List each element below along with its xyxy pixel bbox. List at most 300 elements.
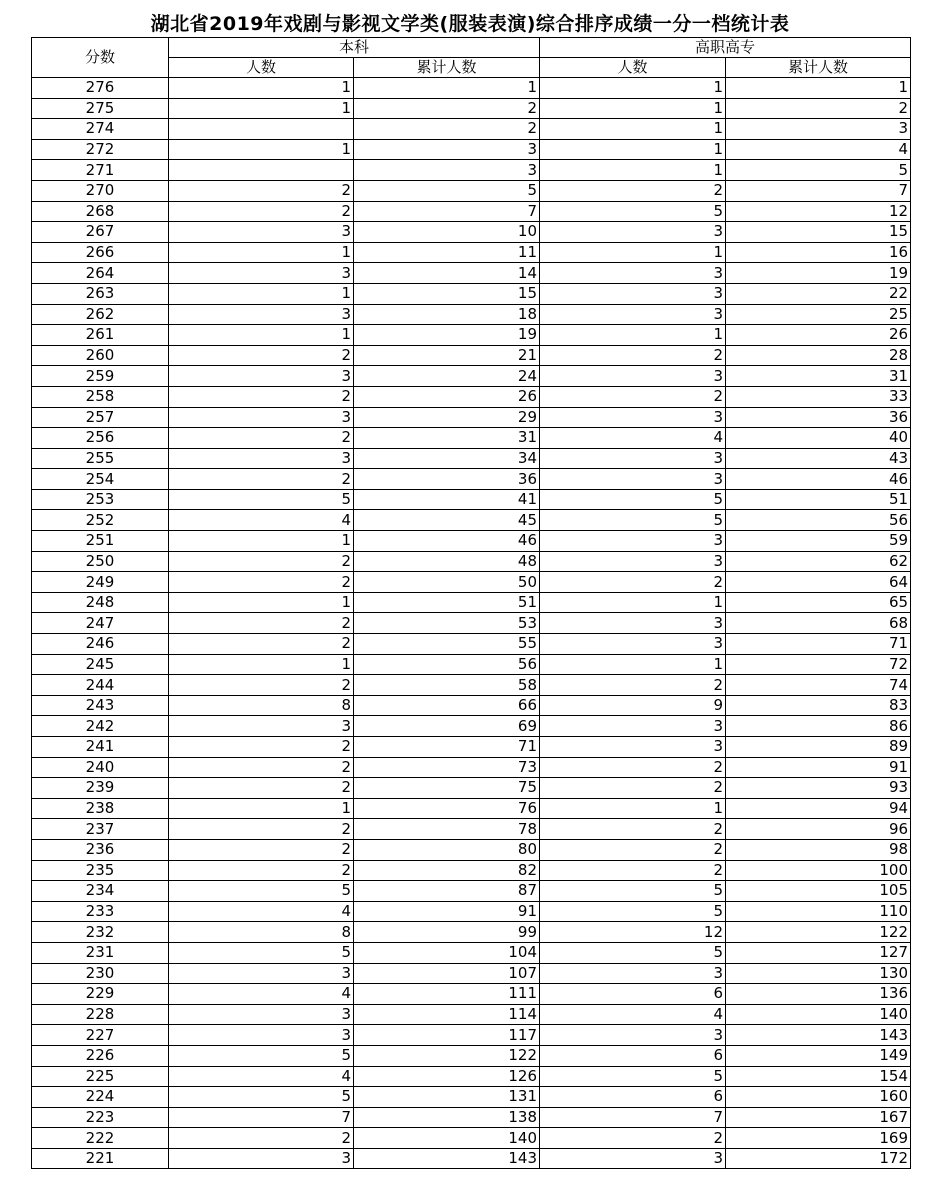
cell-vocational-count: 3	[540, 222, 726, 243]
cell-score: 264	[32, 263, 169, 284]
cell-vocational-cumulative: 83	[726, 695, 911, 716]
header-vocational-cumulative: 累计人数	[726, 58, 911, 78]
cell-score: 246	[32, 634, 169, 655]
cell-undergrad-count: 1	[169, 325, 354, 346]
cell-vocational-cumulative: 110	[726, 901, 911, 922]
cell-vocational-cumulative: 25	[726, 304, 911, 325]
cell-vocational-count: 6	[540, 1045, 726, 1066]
cell-undergrad-count: 4	[169, 510, 354, 531]
table-row	[32, 819, 911, 840]
table-row	[32, 180, 911, 201]
table-row	[32, 531, 911, 552]
cell-score: 257	[32, 407, 169, 428]
cell-score: 251	[32, 531, 169, 552]
cell-vocational-count: 2	[540, 839, 726, 860]
table-row	[32, 737, 911, 758]
cell-vocational-cumulative: 56	[726, 510, 911, 531]
cell-undergrad-count: 2	[169, 572, 354, 593]
cell-vocational-cumulative: 160	[726, 1087, 911, 1108]
cell-vocational-cumulative: 122	[726, 922, 911, 943]
cell-vocational-count: 1	[540, 160, 726, 181]
header-vocational-count: 人数	[540, 58, 726, 78]
cell-vocational-cumulative: 71	[726, 634, 911, 655]
cell-undergrad-count: 4	[169, 984, 354, 1005]
cell-vocational-cumulative: 26	[726, 325, 911, 346]
cell-undergrad-cumulative: 78	[354, 819, 540, 840]
table-row	[32, 366, 911, 387]
cell-vocational-count: 1	[540, 325, 726, 346]
cell-undergrad-cumulative: 2	[354, 119, 540, 140]
cell-vocational-count: 3	[540, 469, 726, 490]
cell-undergrad-cumulative: 34	[354, 448, 540, 469]
cell-undergrad-cumulative: 7	[354, 201, 540, 222]
table-row	[32, 675, 911, 696]
header-row-group	[32, 38, 911, 58]
cell-undergrad-count: 3	[169, 263, 354, 284]
cell-undergrad-count: 1	[169, 283, 354, 304]
cell-vocational-cumulative: 65	[726, 592, 911, 613]
cell-undergrad-cumulative: 126	[354, 1066, 540, 1087]
cell-undergrad-cumulative: 73	[354, 757, 540, 778]
table-row	[32, 448, 911, 469]
cell-vocational-count: 2	[540, 572, 726, 593]
table-row	[32, 984, 911, 1005]
cell-score: 256	[32, 428, 169, 449]
cell-vocational-count: 3	[540, 551, 726, 572]
cell-undergrad-count: 3	[169, 1025, 354, 1046]
cell-vocational-cumulative: 143	[726, 1025, 911, 1046]
cell-undergrad-count: 3	[169, 963, 354, 984]
cell-undergrad-count: 3	[169, 366, 354, 387]
cell-vocational-cumulative: 172	[726, 1148, 911, 1169]
table-row	[32, 345, 911, 366]
cell-undergrad-cumulative: 91	[354, 901, 540, 922]
cell-undergrad-count: 1	[169, 531, 354, 552]
cell-undergrad-count: 3	[169, 448, 354, 469]
cell-vocational-count: 3	[540, 304, 726, 325]
cell-vocational-count: 1	[540, 654, 726, 675]
cell-undergrad-cumulative: 18	[354, 304, 540, 325]
cell-score: 263	[32, 283, 169, 304]
cell-score: 241	[32, 737, 169, 758]
cell-score: 230	[32, 963, 169, 984]
cell-undergrad-cumulative: 5	[354, 180, 540, 201]
cell-score: 225	[32, 1066, 169, 1087]
cell-undergrad-count: 2	[169, 345, 354, 366]
cell-vocational-cumulative: 86	[726, 716, 911, 737]
cell-vocational-cumulative: 62	[726, 551, 911, 572]
cell-vocational-cumulative: 154	[726, 1066, 911, 1087]
cell-vocational-count: 7	[540, 1107, 726, 1128]
cell-vocational-cumulative: 36	[726, 407, 911, 428]
cell-score: 271	[32, 160, 169, 181]
cell-vocational-cumulative: 149	[726, 1045, 911, 1066]
cell-vocational-cumulative: 74	[726, 675, 911, 696]
cell-vocational-cumulative: 94	[726, 798, 911, 819]
cell-vocational-cumulative: 72	[726, 654, 911, 675]
cell-score: 262	[32, 304, 169, 325]
cell-undergrad-count: 5	[169, 1045, 354, 1066]
cell-vocational-cumulative: 2	[726, 98, 911, 119]
cell-score: 270	[32, 180, 169, 201]
cell-vocational-cumulative: 46	[726, 469, 911, 490]
cell-score: 226	[32, 1045, 169, 1066]
cell-undergrad-count: 4	[169, 901, 354, 922]
cell-vocational-cumulative: 7	[726, 180, 911, 201]
cell-score: 268	[32, 201, 169, 222]
cell-undergrad-count: 2	[169, 757, 354, 778]
table-row	[32, 1045, 911, 1066]
cell-vocational-cumulative: 167	[726, 1107, 911, 1128]
cell-vocational-count: 5	[540, 901, 726, 922]
header-undergrad: 本科	[169, 38, 540, 58]
cell-undergrad-count: 3	[169, 407, 354, 428]
cell-vocational-count: 3	[540, 634, 726, 655]
table-row	[32, 839, 911, 860]
cell-score: 224	[32, 1087, 169, 1108]
cell-score: 248	[32, 592, 169, 613]
cell-vocational-cumulative: 169	[726, 1128, 911, 1149]
cell-score: 267	[32, 222, 169, 243]
cell-undergrad-cumulative: 1	[354, 78, 540, 99]
cell-undergrad-cumulative: 122	[354, 1045, 540, 1066]
cell-undergrad-count: 1	[169, 798, 354, 819]
cell-score: 266	[32, 242, 169, 263]
table-row	[32, 1066, 911, 1087]
cell-undergrad-cumulative: 53	[354, 613, 540, 634]
cell-undergrad-count: 7	[169, 1107, 354, 1128]
cell-undergrad-count: 2	[169, 778, 354, 799]
cell-undergrad-cumulative: 143	[354, 1148, 540, 1169]
cell-undergrad-count: 2	[169, 613, 354, 634]
cell-vocational-count: 3	[540, 407, 726, 428]
cell-vocational-cumulative: 31	[726, 366, 911, 387]
cell-score: 275	[32, 98, 169, 119]
cell-score: 235	[32, 860, 169, 881]
table-row	[32, 1004, 911, 1025]
table-row	[32, 510, 911, 531]
cell-vocational-count: 3	[540, 1025, 726, 1046]
cell-undergrad-cumulative: 50	[354, 572, 540, 593]
cell-undergrad-cumulative: 140	[354, 1128, 540, 1149]
cell-vocational-count: 2	[540, 345, 726, 366]
cell-vocational-count: 1	[540, 78, 726, 99]
cell-vocational-cumulative: 64	[726, 572, 911, 593]
cell-vocational-cumulative: 51	[726, 489, 911, 510]
cell-vocational-cumulative: 105	[726, 881, 911, 902]
cell-vocational-cumulative: 96	[726, 819, 911, 840]
table-row	[32, 654, 911, 675]
cell-vocational-count: 1	[540, 592, 726, 613]
cell-vocational-count: 2	[540, 1128, 726, 1149]
cell-score: 254	[32, 469, 169, 490]
cell-undergrad-count: 3	[169, 304, 354, 325]
cell-score: 245	[32, 654, 169, 675]
cell-undergrad-count: 1	[169, 78, 354, 99]
table-row	[32, 1025, 911, 1046]
cell-undergrad-count: 1	[169, 242, 354, 263]
table-row	[32, 922, 911, 943]
cell-score: 247	[32, 613, 169, 634]
cell-undergrad-cumulative: 24	[354, 366, 540, 387]
cell-score: 222	[32, 1128, 169, 1149]
cell-undergrad-cumulative: 111	[354, 984, 540, 1005]
cell-undergrad-cumulative: 71	[354, 737, 540, 758]
cell-undergrad-count: 4	[169, 1066, 354, 1087]
cell-score: 242	[32, 716, 169, 737]
cell-vocational-cumulative: 100	[726, 860, 911, 881]
cell-vocational-count: 1	[540, 798, 726, 819]
cell-vocational-cumulative: 3	[726, 119, 911, 140]
score-distribution-table	[31, 37, 911, 1169]
table-row	[32, 98, 911, 119]
cell-vocational-cumulative: 16	[726, 242, 911, 263]
cell-undergrad-cumulative: 76	[354, 798, 540, 819]
cell-undergrad-cumulative: 36	[354, 469, 540, 490]
cell-undergrad-count: 2	[169, 469, 354, 490]
cell-undergrad-cumulative: 31	[354, 428, 540, 449]
cell-vocational-cumulative: 93	[726, 778, 911, 799]
cell-score: 238	[32, 798, 169, 819]
table-row	[32, 489, 911, 510]
cell-undergrad-cumulative: 10	[354, 222, 540, 243]
cell-vocational-count: 5	[540, 1066, 726, 1087]
table-row	[32, 695, 911, 716]
cell-vocational-count: 2	[540, 180, 726, 201]
cell-undergrad-count: 3	[169, 716, 354, 737]
cell-undergrad-cumulative: 82	[354, 860, 540, 881]
table-row	[32, 139, 911, 160]
cell-vocational-count: 3	[540, 283, 726, 304]
cell-vocational-cumulative: 28	[726, 345, 911, 366]
cell-vocational-count: 1	[540, 242, 726, 263]
cell-vocational-cumulative: 98	[726, 839, 911, 860]
cell-undergrad-count: 2	[169, 819, 354, 840]
cell-vocational-count: 3	[540, 716, 726, 737]
cell-vocational-count: 4	[540, 428, 726, 449]
cell-vocational-count: 9	[540, 695, 726, 716]
cell-score: 274	[32, 119, 169, 140]
cell-vocational-cumulative: 4	[726, 139, 911, 160]
cell-undergrad-count: 2	[169, 180, 354, 201]
table-row	[32, 407, 911, 428]
cell-vocational-count: 2	[540, 778, 726, 799]
page-title: 湖北省2019年戏剧与影视文学类(服装表演)综合排序成绩一分一档统计表	[150, 13, 790, 35]
cell-vocational-count: 1	[540, 98, 726, 119]
cell-undergrad-cumulative: 75	[354, 778, 540, 799]
cell-undergrad-cumulative: 41	[354, 489, 540, 510]
table-row	[32, 798, 911, 819]
table-row	[32, 613, 911, 634]
cell-vocational-count: 5	[540, 881, 726, 902]
cell-undergrad-cumulative: 131	[354, 1087, 540, 1108]
table-row	[32, 881, 911, 902]
cell-undergrad-count: 1	[169, 139, 354, 160]
cell-undergrad-cumulative: 107	[354, 963, 540, 984]
header-undergrad-cumulative: 累计人数	[354, 58, 540, 78]
cell-vocational-count: 5	[540, 942, 726, 963]
cell-undergrad-cumulative: 99	[354, 922, 540, 943]
table-row	[32, 942, 911, 963]
cell-undergrad-cumulative: 15	[354, 283, 540, 304]
cell-undergrad-count: 8	[169, 695, 354, 716]
table-row	[32, 428, 911, 449]
cell-vocational-cumulative: 1	[726, 78, 911, 99]
cell-vocational-count: 2	[540, 757, 726, 778]
cell-undergrad-count: 2	[169, 1128, 354, 1149]
cell-vocational-cumulative: 68	[726, 613, 911, 634]
cell-undergrad-count: 3	[169, 1148, 354, 1169]
cell-vocational-count: 3	[540, 531, 726, 552]
cell-score: 221	[32, 1148, 169, 1169]
cell-score: 228	[32, 1004, 169, 1025]
table-row	[32, 963, 911, 984]
cell-vocational-cumulative: 91	[726, 757, 911, 778]
cell-vocational-count: 3	[540, 263, 726, 284]
header-score: 分数	[32, 38, 169, 78]
cell-undergrad-count: 2	[169, 737, 354, 758]
table-row	[32, 469, 911, 490]
table-row	[32, 325, 911, 346]
cell-vocational-count: 3	[540, 963, 726, 984]
table-row	[32, 386, 911, 407]
table-row	[32, 1087, 911, 1108]
header-undergrad-count: 人数	[169, 58, 354, 78]
cell-undergrad-cumulative: 80	[354, 839, 540, 860]
cell-score: 249	[32, 572, 169, 593]
cell-undergrad-cumulative: 48	[354, 551, 540, 572]
cell-vocational-cumulative: 59	[726, 531, 911, 552]
cell-vocational-count: 3	[540, 1148, 726, 1169]
cell-score: 255	[32, 448, 169, 469]
table-row	[32, 160, 911, 181]
table-row	[32, 634, 911, 655]
table-row	[32, 78, 911, 99]
cell-vocational-count: 1	[540, 119, 726, 140]
cell-undergrad-cumulative: 56	[354, 654, 540, 675]
cell-score: 233	[32, 901, 169, 922]
cell-undergrad-cumulative: 114	[354, 1004, 540, 1025]
cell-undergrad-count: 2	[169, 839, 354, 860]
cell-undergrad-cumulative: 87	[354, 881, 540, 902]
cell-vocational-count: 4	[540, 1004, 726, 1025]
cell-score: 253	[32, 489, 169, 510]
table-row	[32, 860, 911, 881]
cell-undergrad-cumulative: 117	[354, 1025, 540, 1046]
cell-undergrad-count: 3	[169, 1004, 354, 1025]
cell-vocational-cumulative: 140	[726, 1004, 911, 1025]
cell-vocational-cumulative: 136	[726, 984, 911, 1005]
cell-score: 276	[32, 78, 169, 99]
cell-vocational-cumulative: 130	[726, 963, 911, 984]
cell-undergrad-cumulative: 55	[354, 634, 540, 655]
cell-undergrad-count: 2	[169, 860, 354, 881]
cell-undergrad-count: 5	[169, 489, 354, 510]
cell-score: 252	[32, 510, 169, 531]
cell-score: 259	[32, 366, 169, 387]
cell-vocational-count: 2	[540, 675, 726, 696]
cell-score: 234	[32, 881, 169, 902]
cell-score: 243	[32, 695, 169, 716]
cell-undergrad-count: 1	[169, 98, 354, 119]
cell-score: 236	[32, 839, 169, 860]
cell-score: 239	[32, 778, 169, 799]
cell-vocational-count: 3	[540, 448, 726, 469]
table-row	[32, 551, 911, 572]
table-row	[32, 716, 911, 737]
cell-undergrad-count: 1	[169, 592, 354, 613]
cell-undergrad-cumulative: 69	[354, 716, 540, 737]
cell-undergrad-count: 8	[169, 922, 354, 943]
cell-undergrad-count: 5	[169, 1087, 354, 1108]
cell-undergrad-cumulative: 104	[354, 942, 540, 963]
cell-vocational-count: 2	[540, 860, 726, 881]
cell-undergrad-count: 2	[169, 551, 354, 572]
cell-undergrad-count: 3	[169, 222, 354, 243]
cell-vocational-cumulative: 127	[726, 942, 911, 963]
cell-undergrad-cumulative: 51	[354, 592, 540, 613]
cell-score: 250	[32, 551, 169, 572]
table-row	[32, 242, 911, 263]
cell-score: 260	[32, 345, 169, 366]
cell-vocational-count: 3	[540, 737, 726, 758]
cell-score: 244	[32, 675, 169, 696]
cell-undergrad-count	[169, 119, 354, 140]
cell-undergrad-count: 5	[169, 881, 354, 902]
cell-vocational-count: 5	[540, 510, 726, 531]
cell-vocational-count: 3	[540, 613, 726, 634]
cell-undergrad-count: 1	[169, 654, 354, 675]
cell-vocational-cumulative: 40	[726, 428, 911, 449]
table-row	[32, 1148, 911, 1169]
cell-score: 232	[32, 922, 169, 943]
table-row	[32, 1128, 911, 1149]
cell-undergrad-cumulative: 2	[354, 98, 540, 119]
cell-undergrad-cumulative: 11	[354, 242, 540, 263]
table-row	[32, 283, 911, 304]
cell-vocational-count: 3	[540, 366, 726, 387]
cell-vocational-cumulative: 19	[726, 263, 911, 284]
cell-undergrad-cumulative: 46	[354, 531, 540, 552]
cell-undergrad-cumulative: 58	[354, 675, 540, 696]
cell-vocational-count: 6	[540, 984, 726, 1005]
cell-undergrad-cumulative: 26	[354, 386, 540, 407]
cell-vocational-count: 5	[540, 489, 726, 510]
cell-undergrad-cumulative: 21	[354, 345, 540, 366]
cell-vocational-cumulative: 22	[726, 283, 911, 304]
cell-vocational-count: 2	[540, 386, 726, 407]
cell-vocational-cumulative: 43	[726, 448, 911, 469]
table-row	[32, 263, 911, 284]
cell-score: 237	[32, 819, 169, 840]
cell-score: 261	[32, 325, 169, 346]
cell-undergrad-cumulative: 3	[354, 160, 540, 181]
cell-undergrad-count: 2	[169, 634, 354, 655]
cell-undergrad-cumulative: 3	[354, 139, 540, 160]
table-row	[32, 592, 911, 613]
cell-vocational-count: 2	[540, 819, 726, 840]
table-row	[32, 304, 911, 325]
cell-score: 272	[32, 139, 169, 160]
table-row	[32, 1107, 911, 1128]
cell-vocational-count: 1	[540, 139, 726, 160]
table-row	[32, 119, 911, 140]
table-row	[32, 222, 911, 243]
cell-vocational-count: 12	[540, 922, 726, 943]
header-vocational: 高职高专	[540, 38, 911, 58]
table-row	[32, 778, 911, 799]
cell-undergrad-count: 2	[169, 675, 354, 696]
